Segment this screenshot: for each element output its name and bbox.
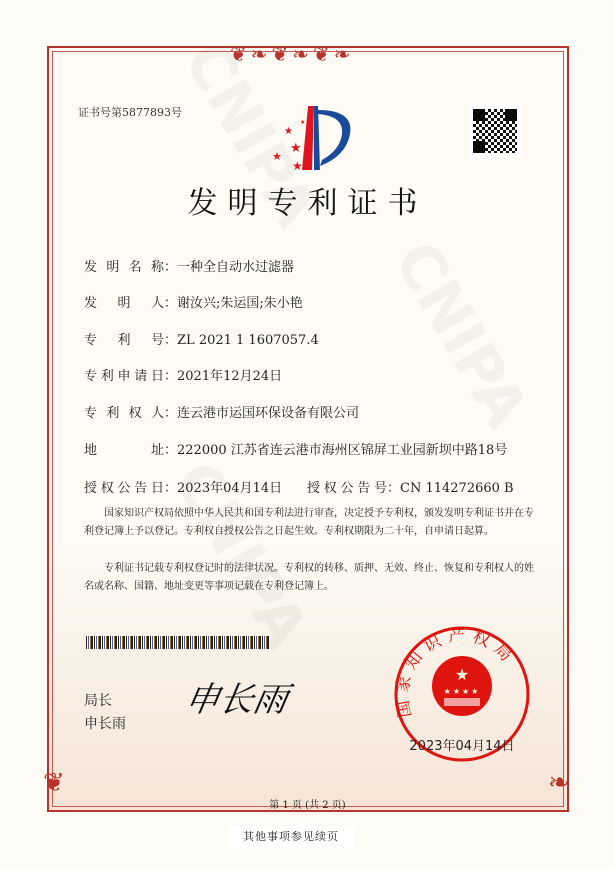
field-grant-number: 授权公告号：CN 114272660 B [307, 481, 514, 496]
signatory-name: 申长雨 [84, 716, 126, 732]
field-address: 地址：222000 江苏省连云港市海州区锦屏工业园新坝中路18号 [84, 443, 508, 458]
signature: 申长雨 [181, 680, 291, 720]
continued-note: 其他事项参见续页 [228, 826, 354, 848]
field-patentee: 专利权人：连云港市运国环保设备有限公司 [84, 406, 360, 421]
corner-ornament: ❦ [43, 768, 65, 798]
svg-text:★: ★ [292, 159, 303, 173]
certificate-number: 证书号第5877893号 [78, 106, 182, 119]
corner-ornament: ❧ [548, 768, 570, 798]
cnipa-logo-icon [262, 104, 354, 174]
statement-paragraph: 国家知识产权局依照中华人民共和国专利法进行审查，决定授予专利权，颁发发明专利证书并在专利登记簿上予以登记。专利权自授权公告之日起生效。专利权期限为二十年，自申请日起算。 [84, 508, 534, 537]
page-number: 第 1 页 (共 2 页) [269, 800, 346, 811]
svg-text:★: ★ [272, 150, 282, 163]
field-grant-date: 授权公告日：2023年04月14日 [84, 481, 283, 496]
official-seal [392, 624, 532, 764]
qr-code [468, 104, 522, 158]
svg-text:★★★★: ★★★★ [443, 687, 481, 696]
statement-paragraph: 专利证书记载专利权登记时的法律状况。专利权的转移、质押、无效、终止、恢复和专利权人的姓名或名称、国籍、地址变更等事项记载在专利登记簿上。 [84, 563, 534, 592]
seal-date: 2023年04月14日 [409, 739, 515, 754]
field-invention-name: 发明名称：一种全自动水过滤器 [84, 260, 295, 275]
svg-text:★: ★ [454, 665, 470, 684]
svg-text:★: ★ [300, 119, 306, 126]
svg-text:★: ★ [284, 126, 293, 137]
svg-text:★: ★ [290, 141, 302, 156]
barcode [86, 636, 269, 649]
top-ornament: ❦❧❦❧❦❧ [230, 42, 355, 66]
page-title: 发明专利证书 [187, 186, 428, 221]
field-patent-number: 专利号：ZL 2021 1 1607057.4 [84, 333, 319, 348]
field-inventors: 发明人：谢汝兴;朱运国;朱小艳 [84, 296, 303, 311]
seal-text: 国家知识产权局 [392, 625, 520, 720]
signatory-title: 局长 [84, 693, 112, 709]
field-application-date: 专利申请日：2021年12月24日 [84, 369, 283, 384]
